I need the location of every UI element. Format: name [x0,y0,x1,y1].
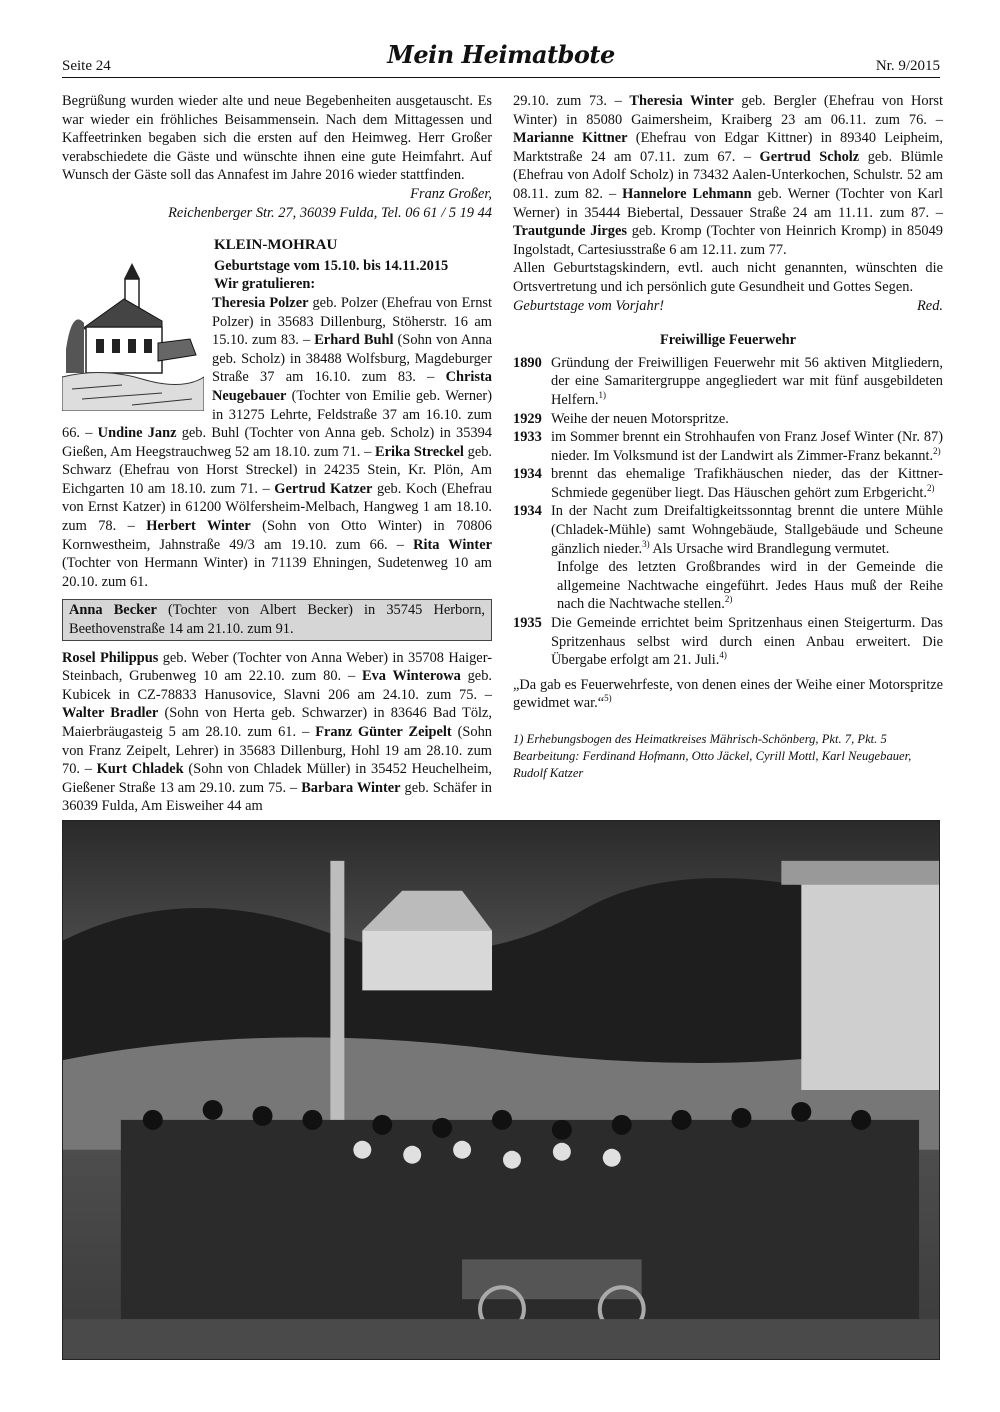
birthday-list-a: Theresia Polzer geb. Polzer (Ehefrau von Ernst Polzer) in 35683 Dillenburg, Stöherstr. 16 am 15.10. zum 83. – Erhard Buhl (Sohn von Anna geb. Scholz) in 38488 Wolfsburg, Magdeburger Straße 37 am 16.10. zum 83. – Christa Neugebauer (Tochter von Emilie geb. Werner) in 31275 Lehrte, Feldstraße 37 am 16.10. zum 66. – Undine Janz geb. Buhl (Tochter von Anna geb. Scholz) in 35394 Gießen, Am Heegstrauchweg 52 am 18.10. zum 71. – Erika Streckel geb. Schwarz (Ehefrau von Horst Streckel) in 24235 Stein, Kr. Plön, Am Eichgarten 10 am 18.10. zum 71. – Gertrud Katzer geb. Koch (Ehefrau von Ernst Katzer) in 61200 Wölfersheim-Melbach, Hangweg 1 am 18.10. zum 78. – Herbert Winter (Sohn von Otto Winter) in 70806 Kornwestheim, Jahnstraße 49/3 am 19.10. zum 66. – Rita Winter (Tochter von Hermann Winter) in 71139 Ehningen, Sudetenweg 10 am 20.10. zum 61. [62,294,493,590]
birthday-list-c: 29.10. zum 73. – Theresia Winter geb. Bergler (Ehefrau von Horst Winter) in 85080 Gaimersheim, Kraiberg 23 am 06.11. zum 76. – Marianne Kittner (Ehefrau von Edgar Kittner) in 89340 Leipheim, Marktstraße 24 am 07.11. zum 67. – Gertrud Scholz geb. Blümle (Ehefrau von Adolf Scholz) in 73432 Aalen-Unterkochen, Schulstr. 52 am 08.11. zum 82. – Hannelore Lehmann geb. Werner (Tochter von Karl Werner) in 35444 Biebertal, Dessauer Straße 24 am 11.11. zum 87. – Trautgunde Jirges geb. Kromp (Tochter von Heinrich Kromp) in 85049 Ingolstadt, Cartesiusstraße 6 am 12.11. zum 77. [513,93,944,258]
quote-paragraph: „Da gab es Feuerwehrfeste, von denen eines der Weihe einer Motorspritze gewidmet war.“$^{5)}$ [513,676,943,712]
chronicle-continuation: Infolge des letzten Großbrandes wird in der Gemeinde die allgemeine Nachtwache eingeführt. Jedes Haus muß der Reihe nach die Nachtwache stellen.$^{2)}$ [557,559,943,613]
person-name: Marianne Kittner [513,130,628,147]
person-name: Eva Winterowa [362,668,461,685]
intro-paragraph: Begrüßung wurden wieder alte und neue Begebenheiten ausgetauscht. Es war wieder ein fröhliches Beisammensein. Nach dem Mittagessen und Kaffeetrinken begaben sich die ersten auf den Heimweg. Herr Großer verabschiedete die Gäste und wünschte ihnen eine gute Heimfahrt. Auf Wunsch der Gäste soll das Annafest im Jahre 2016 wieder stattfinden. [62,93,492,184]
chronicle-entry: 1929 Weihe der neuen Motorspritze. [513,410,729,427]
person-name: Walter Bradler [62,705,159,722]
person-name: Theresia Winter [629,93,734,109]
fire-brigade-heading: Freiwillige Feuerwehr [660,332,796,349]
person-name: Christa Neugebauer [212,369,492,404]
publication-title: Mein Heimatbote [387,40,615,69]
person-name: Rosel Philippus [62,649,159,666]
chronicle-year: 1933 [513,429,542,446]
person-name: Erhard Buhl [314,332,394,349]
issue-number: Nr. 9/2015 [875,58,940,74]
person-name: Franz Günter Zeipelt [315,724,452,740]
person-name: Erika Streckel [374,443,464,460]
chronicle-entry: 1890 Gründung der Freiwilligen Feuerwehr mit 56 aktiven Mitgliedern, der eine Samaritergruppe angegliedert war mit fünf ausgebildeten Helfern.$^{1)}$ [513,354,943,408]
birthday-list-b: Rosel Philippus geb. Weber (Tochter von Anna Weber) in 35708 Haiger-Steinbach, Grubenweg 10 am 22.10. zum 80. – Eva Winterowa geb. Kubicek in CZ-78833 Hanusovice, Slavni 206 am 24.10. zum 75. – Walter Bradler (Sohn von Herta geb. Schwarzer) in 83646 Bad Tölz, Maierbräugasteig 5 am 28.10. zum 61. – Franz Günter Zeipelt (Sohn von Franz Zeipelt, Lehrer) in 35683 Dillenburg, Hohl 19 am 28.10. zum 70. – Kurt Chladek (Sohn von Chladek Müller) in 35452 Heuchelheim, Gießener Straße 13 am 29.10. zum 75. – Barbara Winter geb. Schäfer in 36039 Fulda, Am Eisweiher 44 am [62,649,492,815]
person-name: Trautgunde Jirges [513,223,627,240]
header-rule [62,77,940,78]
chronicle-year: 1934 [513,503,542,520]
person-name: Undine Janz [97,425,177,442]
person-name: Herbert Winter [146,518,251,535]
chronicle-entry: 1935 Die Gemeinde errichtet beim Spritzenhaus einen Steigerturm. Das Spritzenhaus selbst wird durch einen Anbau erweitert. Die Übergabe erfolgt am 21. Juli.$^{4)}$ [513,615,943,669]
footnotes [513,731,943,782]
footnote-editors: Bearbeitung: Ferdinand Hofmann, Otto Jäckel, Cyrill Mottl, Karl Neugebauer, Rudolf Katzer [513,749,912,780]
section-heading-klein-mohrau: KLEIN-MOHRAU [214,237,338,254]
congratulations-heading: Wir gratulieren: [214,276,316,293]
church-illustration [62,259,204,411]
closing-signature-row [513,297,943,316]
chronicle-entry: 1934 brennt das ehemalige Trafikhäuschen nieder, das der Kittner-Schmiede gegenüber liegt. Das Häuschen gehört zum Erbgericht.$^{2)}$ [513,466,943,501]
person-name: Gertrud Katzer [274,480,373,497]
author-signature: Franz Großer, [410,185,492,202]
chronicle-entry: 1934 In der Nacht zum Dreifaltigkeitssonntag brennt die untere Mühle (Chladek-Mühle) samt Wohngebäude, Stallgebäude und Scheune gänzlich nieder.$^{3)}$ Als Ursache wird Brandlegung vermutet. [513,503,943,557]
chronicle-year: 1929 [513,410,542,427]
person-name: Barbara Winter [301,779,401,796]
person-name: Hannelore Lehmann [622,185,752,202]
chronicle-year: 1934 [513,466,542,483]
person-name: Rita Winter [413,536,492,553]
left-column [62,92,492,816]
page-number: Seite 24 [62,58,111,74]
footnote-source: 1) Erhebungsbogen des Heimatkreises Mährisch-Schönberg, Pkt. 7, Pkt. 5 [513,732,887,746]
chronicle-entry: 1933 im Sommer brennt ein Strohhaufen von Franz Josef Winter (Nr. 87) nieder. Im Volksmund ist der Landwirt als Zimmer-Franz bekannt.$^{2)}$ [513,429,943,464]
highlight-box: Anna Becker (Tochter von Albert Becker) in 35745 Herborn, Beethovenstraße 14 am 21.10. zum 91. [62,599,492,640]
birthdays-heading: Geburtstage vom 15.10. bis 14.11.2015 [214,257,449,274]
chronicle-year: 1935 [513,615,542,632]
page-header [62,40,940,80]
prev-year-note: Geburtstage vom Vorjahr! [513,297,665,314]
fire-brigade-group-photo [62,820,940,1360]
person-name: Anna Becker [69,602,157,619]
closing-paragraph: Allen Geburtstagskindern, evtl. auch nicht genannten, wünschten die Ortsvertretung und ich persönlich gute Gesundheit und Gottes Segen. [513,260,943,295]
editor-mark: Red. [917,297,943,314]
right-column [513,92,943,782]
person-name: Theresia Polzer [212,294,309,311]
chronicle-year: 1890 [513,354,542,371]
person-name: Kurt Chladek [96,761,184,778]
person-name: Gertrud Scholz [759,148,860,165]
author-address: Reichenberger Str. 27, 36039 Fulda, Tel. 06 61 / 5 19 44 [168,204,492,221]
